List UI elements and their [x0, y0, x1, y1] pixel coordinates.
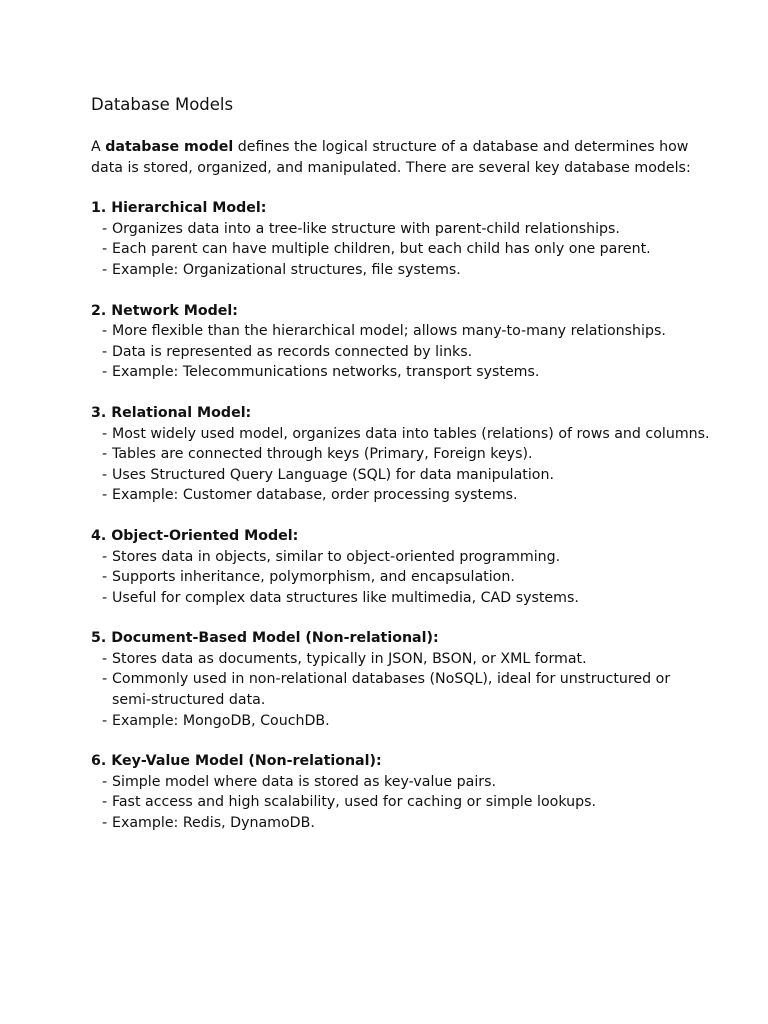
list-item: [102, 321, 711, 342]
section-heading: 2. Network Model:: [91, 302, 238, 319]
intro-paragraph: [91, 137, 711, 178]
section-heading: 4. Object-Oriented Model:: [91, 527, 299, 544]
dash-marker: -: [102, 548, 108, 565]
section-heading: 3. Relational Model:: [91, 404, 252, 421]
dash-marker: -: [102, 794, 108, 811]
list-item-text: Stores data in objects, similar to object-oriented programming.: [112, 548, 561, 565]
list-item-text: Tables are connected through keys (Primary, Foreign keys).: [112, 446, 533, 463]
dash-marker: -: [102, 589, 108, 606]
dash-marker: -: [102, 425, 108, 442]
document-page: [91, 94, 711, 854]
list-item: [102, 669, 711, 710]
list-item: [102, 649, 711, 670]
sections-list: [91, 198, 711, 833]
list-item: [102, 792, 711, 813]
list-item-text: Each parent can have multiple children, but each child has only one parent.: [112, 241, 651, 258]
dash-marker: -: [102, 466, 108, 483]
section-heading: 5. Document-Based Model (Non-relational):: [91, 630, 439, 647]
bullet-list: [91, 219, 711, 281]
section: [91, 628, 711, 731]
bullet-list: [91, 772, 711, 834]
list-item-text: Example: Telecommunications networks, transport systems.: [112, 364, 540, 381]
bullet-list: [91, 424, 711, 506]
list-item-text: Organizes data into a tree-like structure with parent-child relationships.: [112, 220, 620, 237]
list-item: [102, 772, 711, 793]
list-item: [102, 444, 711, 465]
dash-marker: -: [102, 773, 108, 790]
section: [91, 751, 711, 833]
list-item: [102, 813, 711, 834]
section-heading: 6. Key-Value Model (Non-relational):: [91, 753, 382, 770]
list-item-text: Useful for complex data structures like multimedia, CAD systems.: [112, 589, 579, 606]
list-item: [102, 219, 711, 240]
dash-marker: -: [102, 364, 108, 381]
section: [91, 301, 711, 383]
list-item-text: Commonly used in non-relational databases (NoSQL), ideal for unstructured or semi-structured data.: [112, 671, 671, 709]
bullet-list: [91, 649, 711, 731]
list-item: [102, 424, 711, 445]
list-item-text: Supports inheritance, polymorphism, and encapsulation.: [112, 569, 515, 586]
list-item-text: Most widely used model, organizes data into tables (relations) of rows and columns.: [112, 425, 710, 442]
list-item-text: Stores data as documents, typically in JSON, BSON, or XML format.: [112, 650, 587, 667]
bullet-list: [91, 321, 711, 383]
list-item: [102, 342, 711, 363]
list-item: [102, 362, 711, 383]
list-item: [102, 260, 711, 281]
dash-marker: -: [102, 343, 108, 360]
section: [91, 198, 711, 280]
intro-bold-term: database model: [105, 139, 234, 155]
list-item-text: Simple model where data is stored as key-value pairs.: [112, 773, 496, 790]
list-item: [102, 711, 711, 732]
list-item-text: More flexible than the hierarchical model; allows many-to-many relationships.: [112, 323, 666, 340]
dash-marker: -: [102, 815, 108, 832]
dash-marker: -: [102, 671, 108, 688]
page-title: Database Models: [91, 95, 234, 114]
dash-marker: -: [102, 712, 108, 729]
dash-marker: -: [102, 261, 108, 278]
section: [91, 403, 711, 506]
list-item-text: Fast access and high scalability, used for caching or simple lookups.: [112, 794, 597, 811]
section-heading: 1. Hierarchical Model:: [91, 200, 267, 217]
list-item-text: Data is represented as records connected by links.: [112, 343, 473, 360]
list-item: [102, 485, 711, 506]
dash-marker: -: [102, 241, 108, 258]
list-item: [102, 547, 711, 568]
list-item-text: Example: Organizational structures, file systems.: [112, 261, 461, 278]
list-item-text: Example: Customer database, order processing systems.: [112, 487, 518, 504]
dash-marker: -: [102, 650, 108, 667]
dash-marker: -: [102, 446, 108, 463]
intro-prefix: A: [91, 139, 106, 155]
dash-marker: -: [102, 323, 108, 340]
list-item: [102, 588, 711, 609]
list-item: [102, 239, 711, 260]
dash-marker: -: [102, 487, 108, 504]
intro-suffix: defines the logical structure of a database and determines how data is stored, organized, and manipulated. There are several key database models:: [91, 139, 691, 176]
list-item: [102, 567, 711, 588]
list-item-text: Example: MongoDB, CouchDB.: [112, 712, 330, 729]
list-item-text: Uses Structured Query Language (SQL) for data manipulation.: [112, 466, 554, 483]
list-item-text: Example: Redis, DynamoDB.: [112, 815, 315, 832]
section: [91, 526, 711, 608]
dash-marker: -: [102, 569, 108, 586]
dash-marker: -: [102, 220, 108, 237]
list-item: [102, 465, 711, 486]
bullet-list: [91, 547, 711, 609]
